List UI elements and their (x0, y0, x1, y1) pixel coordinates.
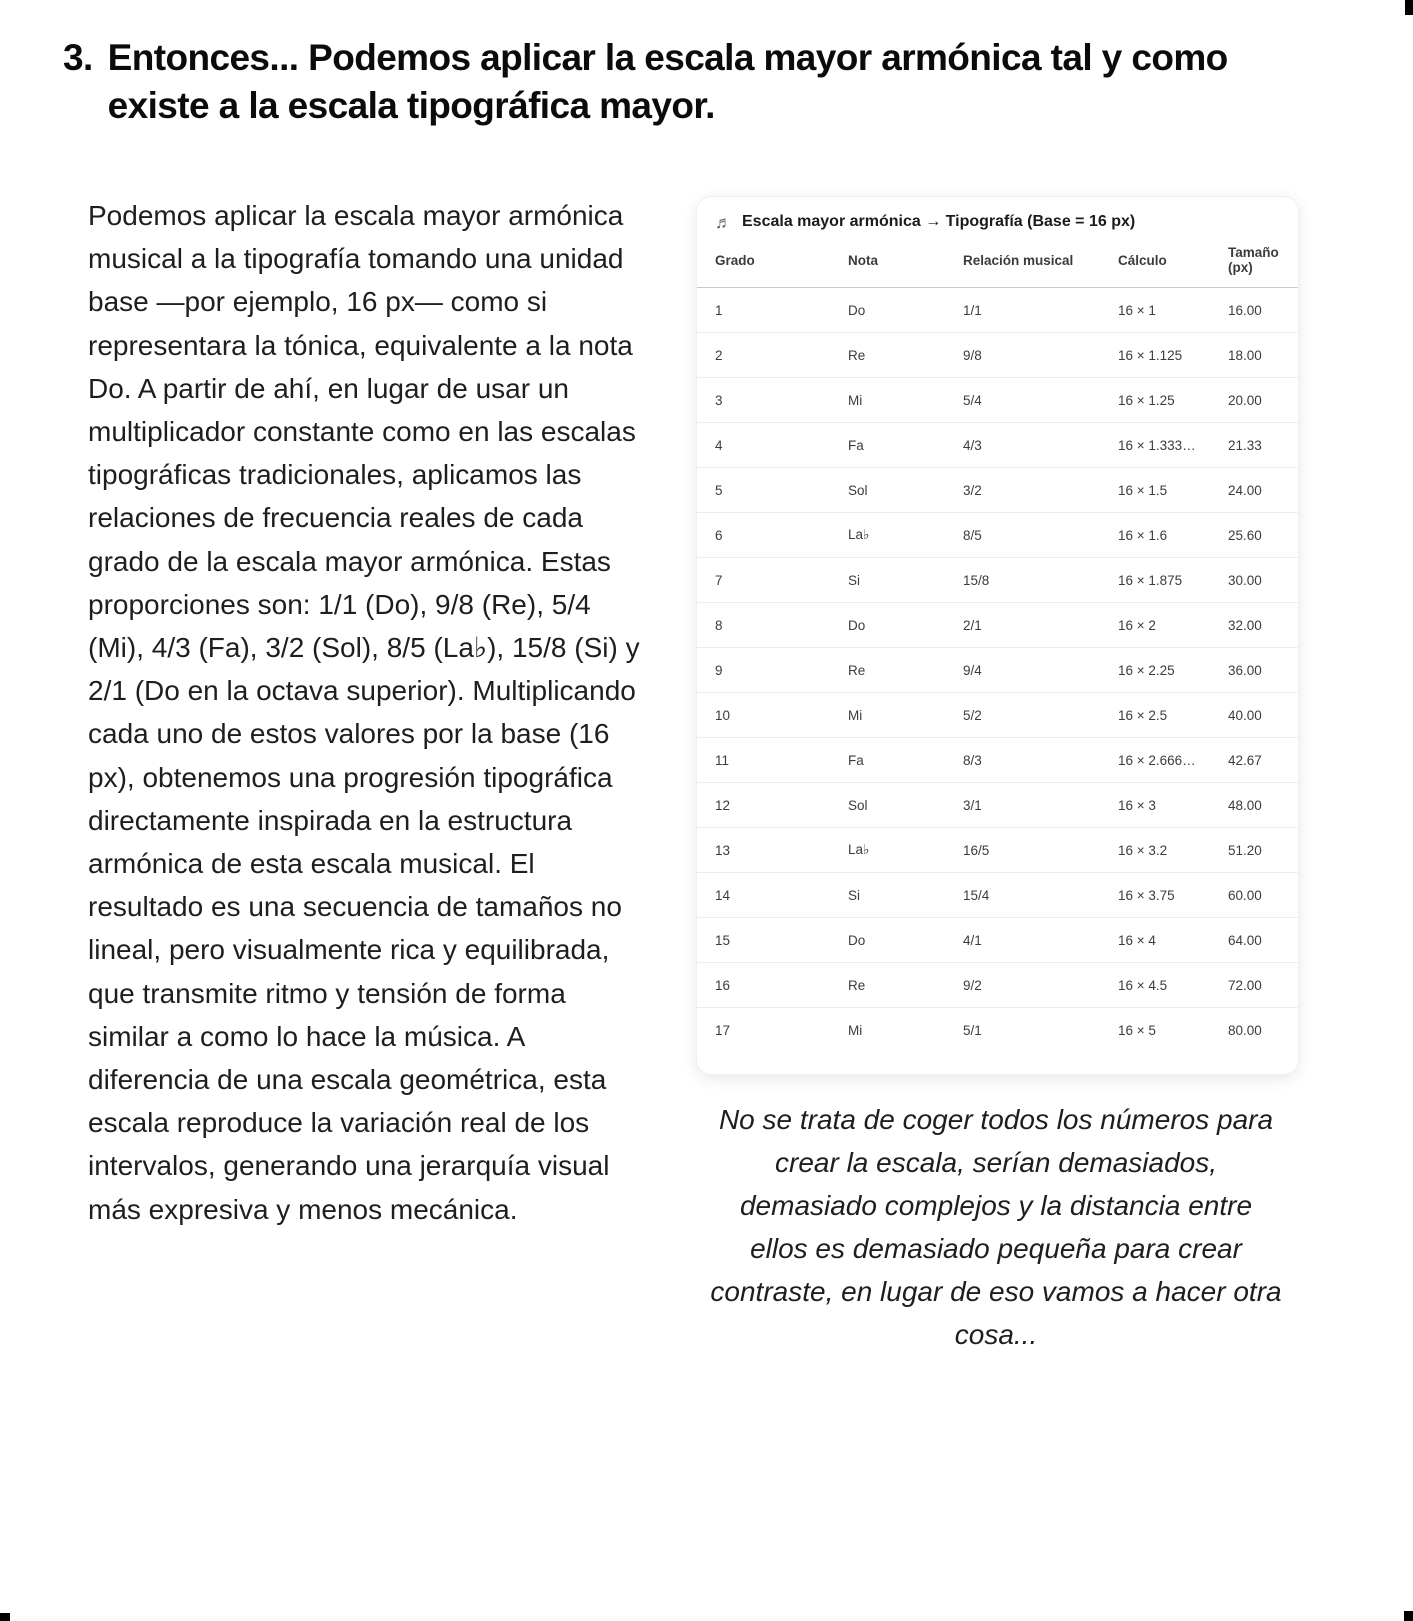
cell-relacion: 9/8 (963, 333, 1118, 378)
cell-nota: Do (848, 918, 963, 963)
section-number: 3. (63, 37, 93, 78)
table-row (697, 783, 1298, 828)
cell-nota: Re (848, 963, 963, 1008)
edge-fragment-bottom-right (1404, 1611, 1413, 1621)
cell-nota: Si (848, 873, 963, 918)
table-row (697, 963, 1298, 1008)
cell-relacion: 9/4 (963, 648, 1118, 693)
cell-calculo: 16 × 1.333… (1118, 423, 1228, 468)
cell-relacion: 5/4 (963, 378, 1118, 423)
table-row (697, 918, 1298, 963)
cell-nota: Mi (848, 693, 963, 738)
cell-relacion: 3/1 (963, 783, 1118, 828)
cell-nota: Re (848, 648, 963, 693)
cell-tamano: 32.00 (1228, 603, 1298, 648)
cell-tamano: 18.00 (1228, 333, 1298, 378)
cell-calculo: 16 × 1.5 (1118, 468, 1228, 513)
cell-tamano: 25.60 (1228, 513, 1298, 558)
cell-nota: Si (848, 558, 963, 603)
cell-relacion: 8/3 (963, 738, 1118, 783)
treble-clef-icon: ♬ (715, 212, 732, 232)
cell-nota: Fa (848, 738, 963, 783)
cell-calculo: 16 × 2.666… (1118, 738, 1228, 783)
cell-grado: 4 (697, 423, 848, 468)
cell-grado: 16 (697, 963, 848, 1008)
cell-grado: 11 (697, 738, 848, 783)
cell-grado: 1 (697, 288, 848, 333)
scale-table-card (697, 197, 1298, 1074)
cell-tamano: 42.67 (1228, 738, 1298, 783)
table-title-row (697, 213, 1298, 231)
table-row (697, 873, 1298, 918)
table-row (697, 828, 1298, 873)
cell-grado: 6 (697, 513, 848, 558)
cell-tamano: 21.33 (1228, 423, 1298, 468)
cell-calculo: 16 × 2 (1118, 603, 1228, 648)
column-header-relacion: Relación musical (963, 243, 1118, 288)
column-header-nota: Nota (848, 243, 963, 288)
cell-grado: 14 (697, 873, 848, 918)
edge-fragment-bottom-left (0, 1613, 10, 1621)
table-row (697, 288, 1298, 333)
cell-relacion: 2/1 (963, 603, 1118, 648)
cell-calculo: 16 × 1.6 (1118, 513, 1228, 558)
cell-nota: Sol (848, 783, 963, 828)
cell-grado: 7 (697, 558, 848, 603)
table-row (697, 603, 1298, 648)
cell-calculo: 16 × 1 (1118, 288, 1228, 333)
table-row (697, 333, 1298, 378)
cell-relacion: 8/5 (963, 513, 1118, 558)
cell-relacion: 15/4 (963, 873, 1118, 918)
cell-calculo: 16 × 3.2 (1118, 828, 1228, 873)
cell-nota: Do (848, 288, 963, 333)
cell-nota: La♭ (848, 513, 963, 558)
cell-nota: Mi (848, 1022, 863, 1038)
body-paragraph: Podemos aplicar la escala mayor armónica musical a la tipografía tomando una unidad base —por ejemplo, 16 px— como si representara la tónica, equivalente a la nota Do. A partir de ahí, en lugar de usar un multiplicador constante como en las escalas tipográficas tradicionales, aplicamos las relaciones de frecuencia reales de cada grado de la escala mayor armónica. Estas proporciones son: 1/1 (Do), 9/8 (Re), 5/4 (Mi), 4/3 (Fa), 3/2 (Sol), 8/5 (La♭), 15/8 (Si) y 2/1 (Do en la octava superior). Multiplicando cada uno de estos valores por la base (16 px), obtenemos una progresión tipográfica directamente inspirada en la estructura armónica de esta escala musical. El resultado es una secuencia de tamaños no lineal, pero visualmente rica y equilibrada, que transmite ritmo y tensión de forma similar a como lo hace la música. A diferencia de una escala geométrica, esta escala reproduce la variación real de los intervalos, generando una jerarquía visual más expresiva y menos mecánica. (88, 200, 640, 1225)
column-header-tamano: Tamaño (px) (1228, 243, 1298, 288)
cell-relacion: 4/3 (963, 423, 1118, 468)
cell-grado: 17 (715, 1022, 731, 1038)
table-row (697, 378, 1298, 423)
cell-tamano: 51.20 (1228, 828, 1298, 873)
cell-tamano: 30.00 (1228, 558, 1298, 603)
cell-tamano: 20.00 (1228, 378, 1298, 423)
column-header-calculo: Cálculo (1118, 243, 1228, 288)
section-title: Entonces... Podemos aplicar la escala mayor armónica tal y como existe a la escala tipográfica mayor. (107, 37, 1228, 126)
edge-fragment-top-right (1405, 0, 1413, 15)
cell-grado: 9 (697, 648, 848, 693)
table-row (697, 513, 1298, 558)
cell-nota: Re (848, 333, 963, 378)
table-row (697, 558, 1298, 603)
scale-table (697, 243, 1298, 1052)
cell-grado: 2 (697, 333, 848, 378)
cell-relacion: 4/1 (963, 918, 1118, 963)
cell-calculo: 16 × 1.25 (1118, 378, 1228, 423)
cell-relacion: 3/2 (963, 468, 1118, 513)
table-header-row (697, 243, 1298, 288)
cell-tamano: 80.00 (1228, 1022, 1262, 1038)
cell-tamano: 24.00 (1228, 468, 1298, 513)
cell-calculo: 16 × 4 (1118, 918, 1228, 963)
cell-nota: Do (848, 603, 963, 648)
cell-grado: 13 (697, 828, 848, 873)
cell-grado: 10 (697, 693, 848, 738)
column-header-grado: Grado (697, 243, 848, 288)
cell-nota: Mi (848, 378, 963, 423)
section-heading (63, 34, 1353, 130)
table-row (697, 693, 1298, 738)
cell-relacion: 16/5 (963, 828, 1118, 873)
cell-grado: 5 (697, 468, 848, 513)
cell-tamano: 16.00 (1228, 288, 1298, 333)
table-row (697, 738, 1298, 783)
cell-relacion: 5/1 (963, 1022, 982, 1038)
cell-relacion: 1/1 (963, 288, 1118, 333)
table-caption: No se trata de coger todos los números para crear la escala, serían demasiados, demasiado complejos y la distancia entre ellos es demasiado pequeña para crear contraste, en lugar de eso vamos a hacer otra cosa... (710, 1104, 1282, 1350)
cell-grado: 3 (697, 378, 848, 423)
cell-calculo: 16 × 1.875 (1118, 558, 1228, 603)
cell-nota: La♭ (848, 828, 963, 873)
cell-nota: Fa (848, 423, 963, 468)
cell-calculo: 16 × 3 (1118, 783, 1228, 828)
table-title: Escala mayor armónica → Tipografía (Base = 16 px) (742, 213, 1136, 230)
table-row (697, 423, 1298, 468)
cell-relacion: 9/2 (963, 963, 1118, 1008)
table-row (697, 468, 1298, 513)
cell-relacion: 5/2 (963, 693, 1118, 738)
cell-tamano: 40.00 (1228, 693, 1298, 738)
table-row (697, 648, 1298, 693)
cell-tamano: 36.00 (1228, 648, 1298, 693)
cell-calculo: 16 × 2.5 (1118, 693, 1228, 738)
cell-tamano: 60.00 (1228, 873, 1298, 918)
cell-calculo: 16 × 5 (1118, 1022, 1156, 1038)
cell-relacion: 15/8 (963, 558, 1118, 603)
table-body (697, 288, 1298, 1053)
cell-calculo: 16 × 1.125 (1118, 333, 1228, 378)
cell-calculo: 16 × 3.75 (1118, 873, 1228, 918)
cell-grado: 15 (697, 918, 848, 963)
cell-calculo: 16 × 4.5 (1118, 963, 1228, 1008)
cell-tamano: 48.00 (1228, 783, 1298, 828)
cell-tamano: 64.00 (1228, 918, 1298, 963)
cell-nota: Sol (848, 468, 963, 513)
cell-grado: 8 (697, 603, 848, 648)
cell-calculo: 16 × 2.25 (1118, 648, 1228, 693)
cell-grado: 12 (697, 783, 848, 828)
cell-tamano: 72.00 (1228, 963, 1298, 1008)
table-row (697, 1008, 1298, 1053)
